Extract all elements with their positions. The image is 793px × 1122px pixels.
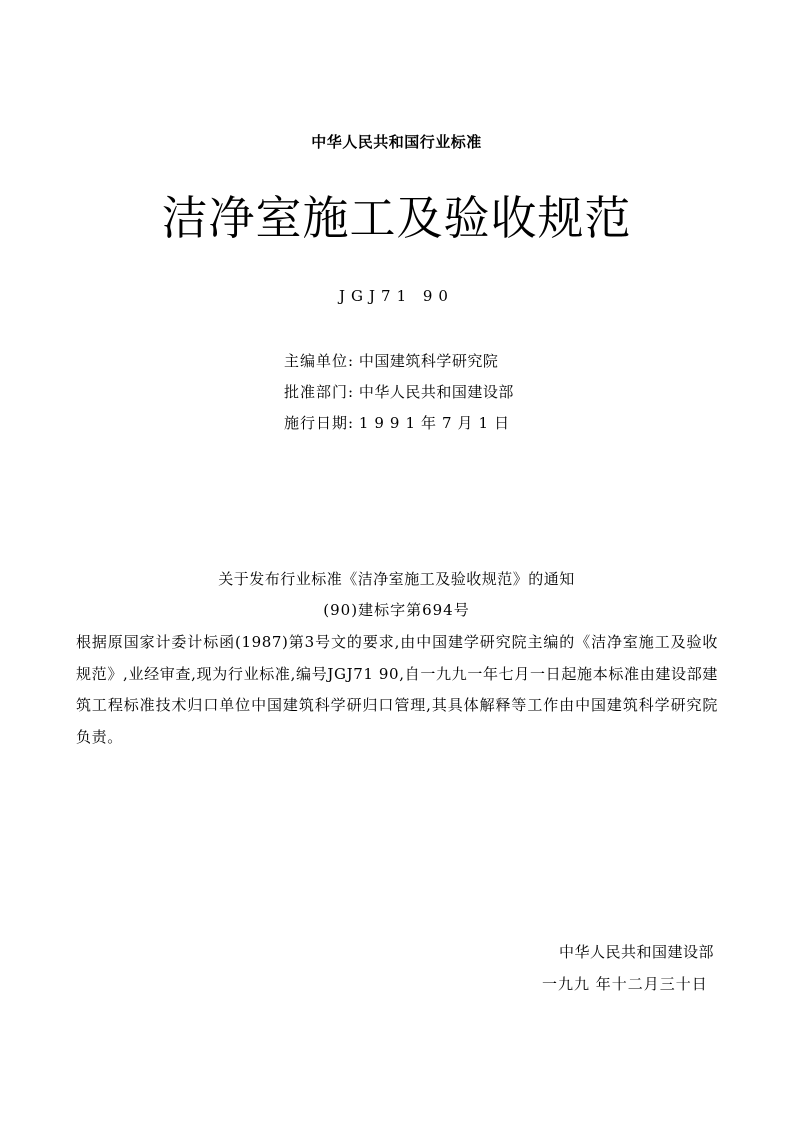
- notice-number: (90)建标字第694号: [323, 601, 470, 619]
- effective-date-line: [284, 412, 515, 433]
- approver-value: 中华人民共和国建设部: [358, 383, 514, 401]
- effective-date-label: 施行日期:: [284, 414, 355, 432]
- editor-line: [284, 350, 498, 371]
- standard-type-label: 中华人民共和国行业标准: [311, 133, 482, 151]
- approver-line: [284, 381, 514, 402]
- standard-code: JGJ71 90: [339, 287, 454, 305]
- document-title: 洁净室施工及验收规范: [161, 191, 632, 245]
- effective-date-value: 1991年7月1日: [358, 414, 516, 432]
- editor-label: 主编单位:: [284, 352, 355, 370]
- signature-organization: 中华人民共和国建设部: [559, 943, 715, 961]
- signature-date: 一九九 年十二月三十日: [542, 975, 708, 993]
- notice-title: 关于发布行业标准《洁净室施工及验收规范》的通知: [218, 570, 575, 588]
- editor-value: 中国建筑科学研究院: [358, 352, 499, 370]
- notice-body: 根据原国家计委计标函(1987)第3号文的要求,由中国建学研究院主编的《洁净室施工及验收规范》,业经审查,现为行业标准,编号JGJ71 90,自一九九一年七月一日起施本标准由建设部建筑工程标准技术归口单位中国建筑科学研归口管理,其具体解释等工作由中国建筑科学研究院负责。: [76, 633, 718, 746]
- approver-label: 批准部门:: [284, 383, 355, 401]
